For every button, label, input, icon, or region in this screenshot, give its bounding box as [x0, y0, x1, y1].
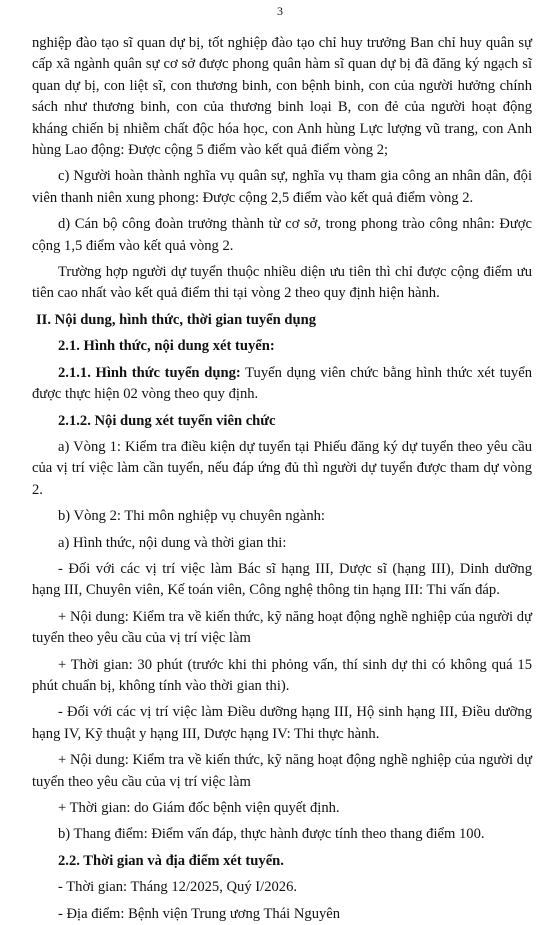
paragraph-priority-c: c) Người hoàn thành nghĩa vụ quân sự, nghĩa vụ tham gia công an nhân dân, đội viên thanh niên xung phong: Được cộng 2,5 điểm vào kết quả điểm vòng 2. — [32, 168, 532, 206]
section-2-1-1-label: 2.1.1. Hình thức tuyển dụng: — [58, 364, 241, 381]
paragraph-group-2-time: + Thời gian: do Giám đốc bệnh viện quyết định. — [58, 800, 340, 816]
paragraph-priority-d: d) Cán bộ công đoàn trưởng thành từ cơ sở, trong phong trào công nhân: Được cộng 1,5 điểm vào kết quả vòng 2. — [32, 216, 532, 254]
paragraph-continuation: nghiệp đào tạo sĩ quan dự bị, tốt nghiệp đào tạo chỉ huy trưởng Ban chỉ huy quân sự cấp xã ngành quân sự cơ sở được phong quân hàm sĩ quan dự bị đã đăng ký ngạch sĩ quan dự bị, con liệt sĩ, con thương binh, con bệnh binh, con của người hưởng chính sách như thương binh, con của thương binh loại B, con đẻ của người hoạt động kháng chiến bị nhiễm chất độc hóa học, con Anh hùng Lực lượng vũ trang, con Anh hùng Lao động: Được cộng 5 điểm vào kết quả điểm vòng 2; — [32, 35, 532, 159]
paragraph-scoring: b) Thang điểm: Điểm vấn đáp, thực hành được tính theo thang điểm 100. — [58, 826, 485, 843]
page-number: 3 — [277, 4, 283, 18]
section-2-1-2-heading: 2.1.2. Nội dung xét tuyển viên chức — [58, 412, 276, 429]
paragraph-multiple-priority: Trường hợp người dự tuyển thuộc nhiều diện ưu tiên thì chỉ được cộng điểm ưu tiên cao nhất vào kết quả điểm thi tại vòng 2 theo quy định hiện hành. — [32, 264, 532, 302]
paragraph-round-1: a) Vòng 1: Kiểm tra điều kiện dự tuyển tại Phiếu đăng ký dự tuyển theo yêu cầu của vị trí việc làm cần tuyển, nếu đáp ứng đủ thì người dự tuyển được tham dự vòng 2. — [32, 438, 532, 498]
paragraph-group-1-time: + Thời gian: 30 phút (trước khi thi phỏng vấn, thí sinh dự thi có không quá 15 phút chuẩn bị, không tính vào thời gian thi). — [32, 656, 532, 694]
paragraph-group-1: - Đối với các vị trí việc làm Bác sĩ hạng III, Dược sĩ (hạng III), Dinh dưỡng hạng III, Chuyên viên, Kế toán viên, Công nghệ thông tin hạng III: Thi vấn đáp. — [32, 560, 532, 599]
section-2-1-heading: 2.1. Hình thức, nội dung xét tuyển: — [58, 338, 275, 355]
section-2-1-1-text: Tuyển dụng viên chức bằng hình thức xét tuyển được thực hiện 02 vòng theo quy định. — [32, 364, 533, 403]
section-2-2-heading: 2.2. Thời gian và địa điểm xét tuyển. — [58, 852, 284, 869]
paragraph-round-2: b) Vòng 2: Thi môn nghiệp vụ chuyên ngành: — [58, 508, 325, 525]
paragraph-group-1-content: + Nội dung: Kiểm tra về kiến thức, kỹ năng hoạt động nghề nghiệp của người dự tuyển theo yêu cầu của vị trí việc làm — [32, 608, 532, 647]
section-ii-heading: II. Nội dung, hình thức, thời gian tuyển dụng — [36, 311, 317, 328]
paragraph-2-1-1 — [32, 363, 532, 406]
paragraph-group-2-content: + Nội dung: Kiểm tra về kiến thức, kỹ năng hoạt động nghề nghiệp của người dự tuyển theo yêu cầu của vị trí việc làm — [32, 752, 532, 790]
paragraph-group-2: - Đối với các vị trí việc làm Điều dưỡng hạng III, Hộ sinh hạng III, Điều dưỡng hạng IV, Kỹ thuật y hạng III, Dược hạng IV: Thi thực hành. — [32, 704, 532, 742]
document-body — [32, 33, 532, 925]
paragraph-time: - Thời gian: Tháng 12/2025, Quý I/2026. — [58, 879, 298, 896]
paragraph-place: - Địa điểm: Bệnh viện Trung ương Thái Nguyên — [58, 905, 341, 922]
paragraph-exam-format: a) Hình thức, nội dung và thời gian thi: — [58, 534, 287, 551]
